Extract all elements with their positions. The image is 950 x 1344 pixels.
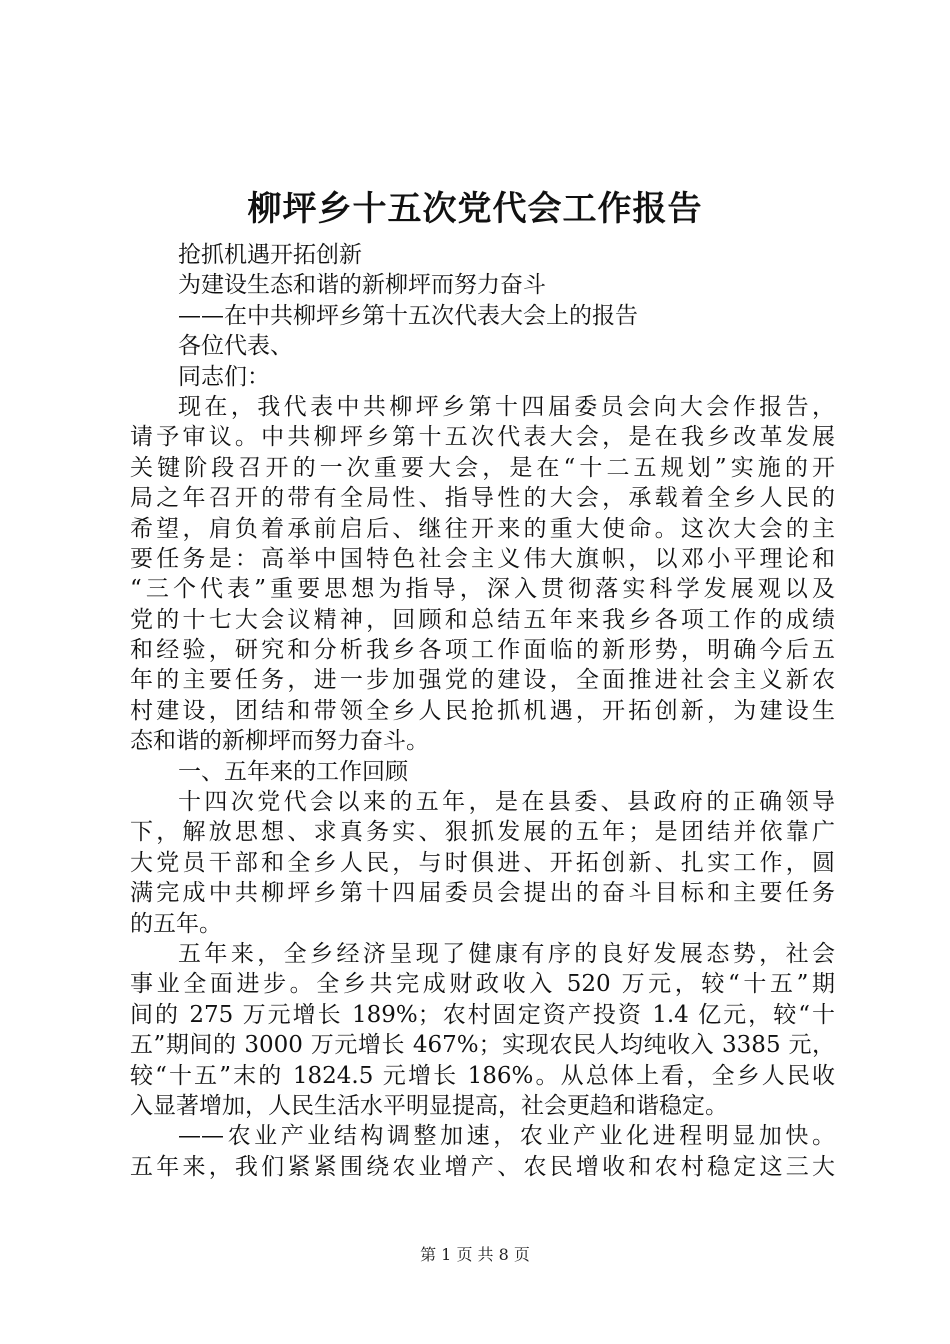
paragraph-line: 十四次党代会以来的五年，是在县委、县政府的正确领导 [178,789,835,816]
paragraph-line: 局之年召开的带有全局性、指导性的大会，承载着全乡人民的 [130,485,835,512]
paragraph-line: 入显著增加，人民生活水平明显提高，社会更趋和谐稳定。 [130,1092,728,1119]
intro-block [130,240,835,392]
paragraph-line: 年的主要任务，进一步加强党的建设，全面推进社会主义新农 [130,667,835,694]
paragraph-line: ——农业产业结构调整加速，农业产业化进程明显加快。 [178,1123,835,1150]
paragraph-line: 五”期间的 3000 万元增长 467%；实现农民人均纯收入 3385 元， [130,1032,835,1059]
paragraph-line: 的五年。 [130,910,222,937]
paragraph-4 [130,1121,835,1182]
intro-line: 同志们： [178,363,270,390]
paragraph-line: 希望，肩负着承前启后、继往开来的重大使命。这次大会的主 [130,515,835,542]
section-heading: 一、五年来的工作回顾 [178,758,408,785]
paragraph-3 [130,939,835,1121]
paragraph-line: 和经验，研究和分析我乡各项工作面临的新形势，明确今后五 [130,637,835,664]
paragraph-line: 请予审议。中共柳坪乡第十五次代表大会，是在我乡改革发展 [130,424,835,451]
paragraph-line: 村建设，团结和带领全乡人民抢抓机遇，开拓创新，为建设生 [130,697,835,724]
paragraph-line: 党的十七大会议精神，回顾和总结五年来我乡各项工作的成绩 [130,606,835,633]
document-title: 柳坪乡十五次党代会工作报告 [247,189,703,229]
paragraph-line: 要任务是：高举中国特色社会主义伟大旗帜，以邓小平理论和 [130,545,835,572]
intro-line: 各位代表、 [178,333,293,360]
paragraph-line: 五年来，我们紧紧围绕农业增产、农民增收和农村稳定这三大 [130,1153,835,1180]
paragraph-line: 五年来，全乡经济呈现了健康有序的良好发展态势，社会 [178,940,835,967]
paragraph-line: 关键阶段召开的一次重要大会，是在“十二五规划”实施的开 [130,454,835,481]
paragraph-line: 事业全面进步。全乡共完成财政收入 520 万元，较“十五”期 [130,971,835,998]
paragraph-line: “三个代表”重要思想为指导，深入贯彻落实科学发展观以及 [130,576,835,603]
paragraph-line: 现在，我代表中共柳坪乡第十四届委员会向大会作报告， [178,393,835,420]
intro-line: ——在中共柳坪乡第十五次代表大会上的报告 [178,302,638,329]
document-body [130,240,835,1182]
page-number-footer: 第 1 页 共 8 页 [420,1245,530,1264]
paragraph-line: 满完成中共柳坪乡第十四届委员会提出的奋斗目标和主要任务 [130,880,835,907]
paragraph-2 [130,787,835,939]
intro-line: 为建设生态和谐的新柳坪而努力奋斗 [178,272,546,299]
paragraph-line: 大党员干部和全乡人民，与时俱进、开拓创新、扎实工作，圆 [130,849,835,876]
paragraph-line: 下，解放思想、求真务实、狠抓发展的五年；是团结并依靠广 [130,819,835,846]
paragraph-line: 间的 275 万元增长 189%；农村固定资产投资 1.4 亿元，较“十 [130,1001,835,1028]
paragraph-1 [130,392,835,757]
paragraph-line: 较“十五”末的 1824.5 元增长 186%。从总体上看，全乡人民收 [130,1062,835,1089]
intro-line: 抢抓机遇开拓创新 [178,242,362,268]
paragraph-line: 态和谐的新柳坪而努力奋斗。 [130,728,429,755]
